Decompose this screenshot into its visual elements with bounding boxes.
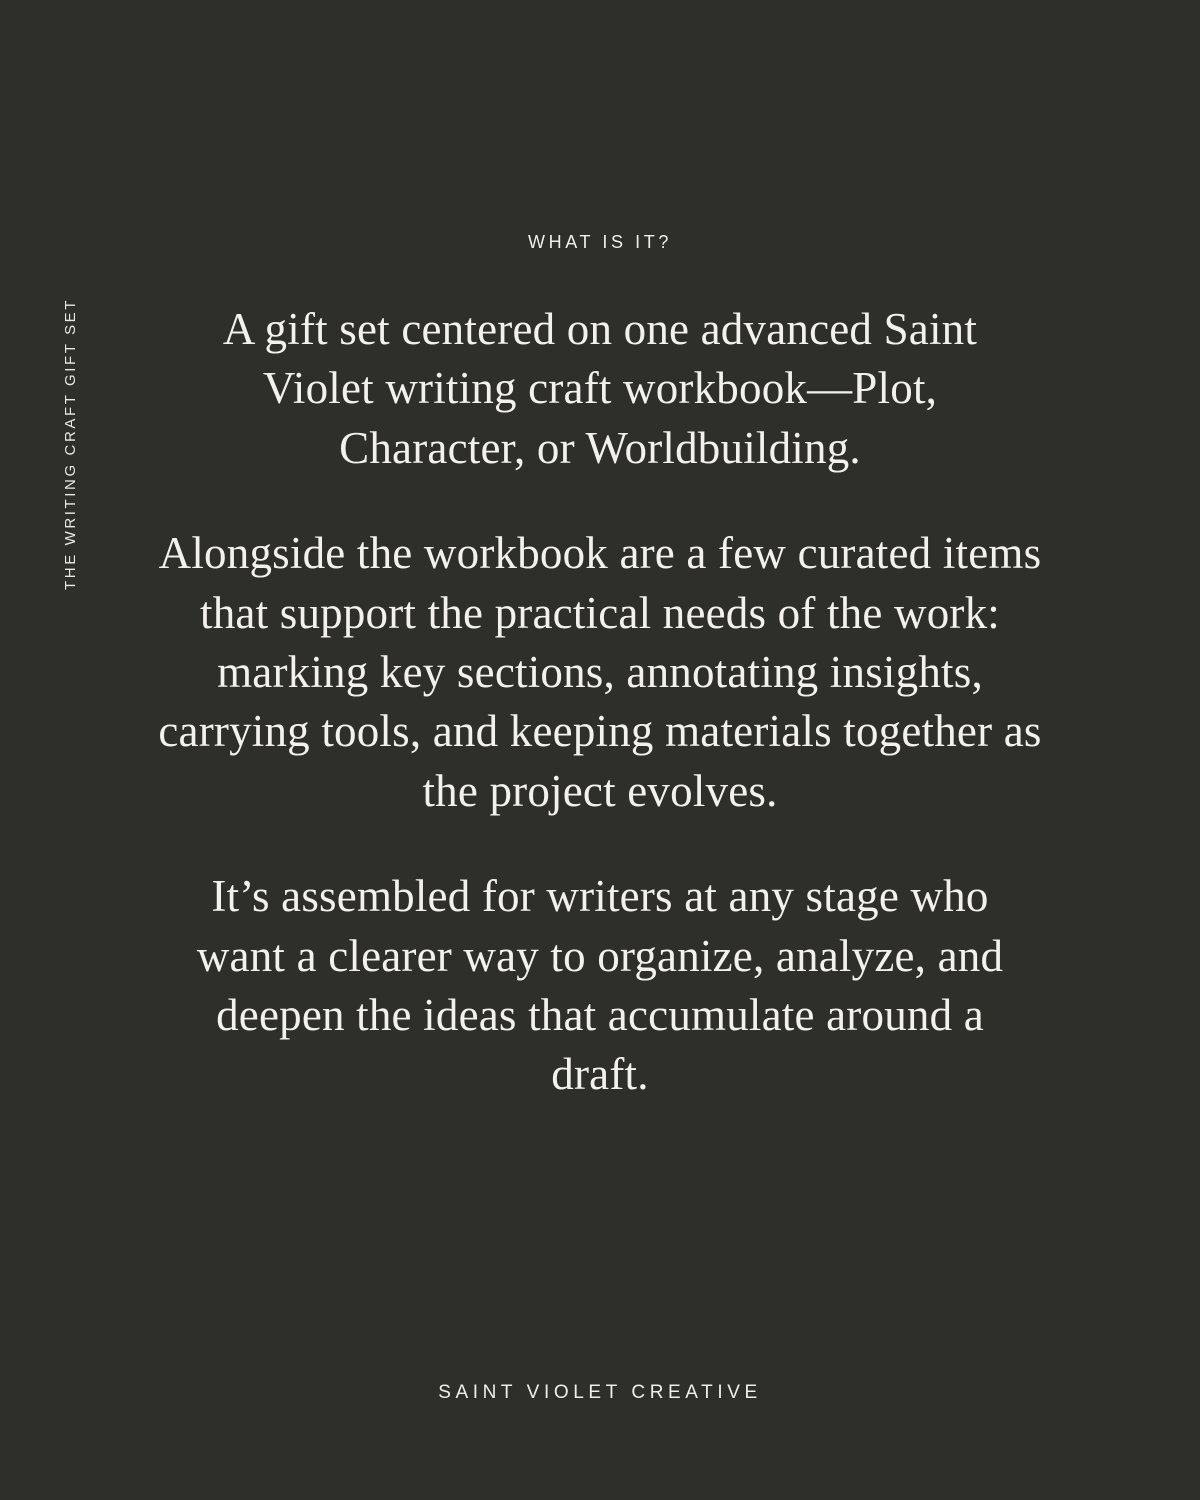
brand-footer: SAINT VIOLET CREATIVE (438, 1382, 762, 1403)
body-paragraph-2: Alongside the workbook are a few curated items that support the practical needs of the work: marking key sections, annotating insights, carrying tools, and keeping materials together as the project evolves. (158, 528, 1042, 816)
eyebrow-heading: WHAT IS IT? (528, 232, 672, 252)
vertical-side-label: THE WRITING CRAFT GIFT SET (62, 297, 79, 590)
body-copy (155, 300, 1045, 1105)
body-paragraph-1: A gift set centered on one advanced Saint Violet writing craft workbook—Plot, Character, or Worldbuilding. (222, 304, 978, 473)
body-paragraph-3: It’s assembled for writers at any stage who want a clearer way to organize, analyze, and deepen the ideas that accumulate around a draft. (196, 871, 1004, 1100)
